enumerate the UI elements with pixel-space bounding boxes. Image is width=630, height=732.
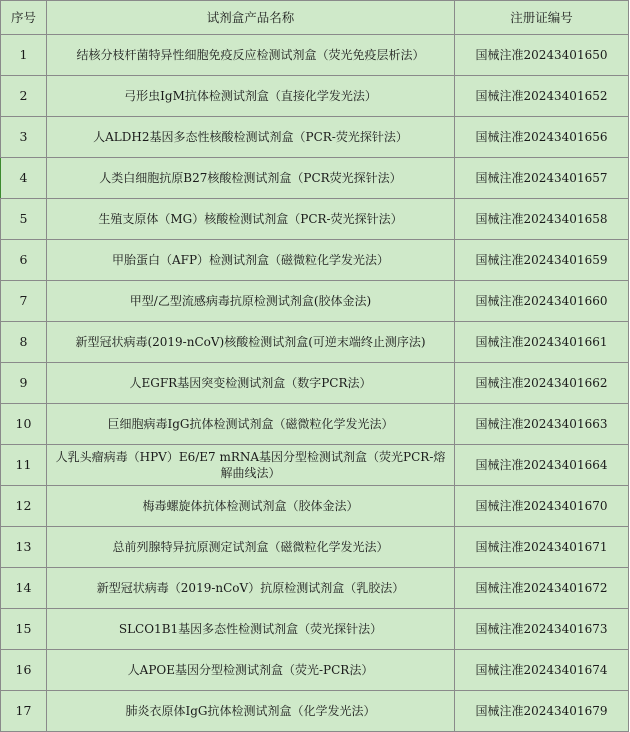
table-row [1, 199, 629, 240]
table-row [1, 322, 629, 363]
cell-seq: 10 [1, 404, 47, 445]
cell-product-name: 人EGFR基因突变检测试剂盒（数字PCR法） [47, 363, 455, 404]
cell-seq: 13 [1, 527, 47, 568]
cell-seq: 14 [1, 568, 47, 609]
cell-product-name: 肺炎衣原体IgG抗体检测试剂盒（化学发光法） [47, 691, 455, 732]
header-row [1, 1, 629, 35]
cell-product-name: 生殖支原体（MG）核酸检测试剂盒（PCR-荧光探针法） [47, 199, 455, 240]
table-body [1, 35, 629, 732]
cell-product-name: 人乳头瘤病毒（HPV）E6/E7 mRNA基因分型检测试剂盒（荧光PCR-熔解曲线法） [47, 445, 455, 486]
cell-registration-number: 国械注准20243401663 [455, 404, 629, 445]
table-row [1, 445, 629, 486]
header-product-name: 试剂盒产品名称 [47, 1, 455, 35]
cell-product-name: 梅毒螺旋体抗体检测试剂盒（胶体金法） [47, 486, 455, 527]
cell-registration-number: 国械注准20243401658 [455, 199, 629, 240]
cell-seq: 6 [1, 240, 47, 281]
cell-registration-number: 国械注准20243401652 [455, 76, 629, 117]
cell-seq: 1 [1, 35, 47, 76]
cell-product-name: 甲胎蛋白（AFP）检测试剂盒（磁微粒化学发光法） [47, 240, 455, 281]
cell-product-name: 人APOE基因分型检测试剂盒（荧光-PCR法） [47, 650, 455, 691]
table-row [1, 404, 629, 445]
table-row [1, 281, 629, 322]
cell-registration-number: 国械注准20243401673 [455, 609, 629, 650]
cell-product-name: SLCO1B1基因多态性检测试剂盒（荧光探针法） [47, 609, 455, 650]
cell-registration-number: 国械注准20243401679 [455, 691, 629, 732]
cell-registration-number: 国械注准20243401664 [455, 445, 629, 486]
cell-seq: 16 [1, 650, 47, 691]
header-registration-number: 注册证编号 [455, 1, 629, 35]
cell-registration-number: 国械注准20243401659 [455, 240, 629, 281]
table-row [1, 240, 629, 281]
cell-registration-number: 国械注准20243401671 [455, 527, 629, 568]
cell-registration-number: 国械注准20243401674 [455, 650, 629, 691]
cell-product-name: 巨细胞病毒IgG抗体检测试剂盒（磁微粒化学发光法） [47, 404, 455, 445]
cell-registration-number: 国械注准20243401672 [455, 568, 629, 609]
table-row [1, 527, 629, 568]
cell-registration-number: 国械注准20243401660 [455, 281, 629, 322]
table-header [1, 1, 629, 35]
cell-product-name: 新型冠状病毒(2019-nCoV)核酸检测试剂盒(可逆末端终止测序法) [47, 322, 455, 363]
cell-registration-number: 国械注准20243401656 [455, 117, 629, 158]
cell-product-name: 弓形虫IgM抗体检测试剂盒（直接化学发光法） [47, 76, 455, 117]
cell-product-name: 人类白细胞抗原B27核酸检测试剂盒（PCR荧光探针法） [47, 158, 455, 199]
cell-seq: 8 [1, 322, 47, 363]
table-row [1, 609, 629, 650]
cell-seq: 5 [1, 199, 47, 240]
table-row [1, 568, 629, 609]
cell-product-name: 新型冠状病毒（2019-nCoV）抗原检测试剂盒（乳胶法） [47, 568, 455, 609]
cell-product-name: 人ALDH2基因多态性核酸检测试剂盒（PCR-荧光探针法） [47, 117, 455, 158]
table-row [1, 691, 629, 732]
cell-registration-number: 国械注准20243401650 [455, 35, 629, 76]
cell-seq: 15 [1, 609, 47, 650]
cell-seq: 12 [1, 486, 47, 527]
table-row [1, 363, 629, 404]
cell-seq: 17 [1, 691, 47, 732]
table-row [1, 76, 629, 117]
table-row [1, 117, 629, 158]
cell-registration-number: 国械注准20243401670 [455, 486, 629, 527]
cell-seq: 7 [1, 281, 47, 322]
cell-registration-number: 国械注准20243401662 [455, 363, 629, 404]
cell-seq: 11 [1, 445, 47, 486]
cell-registration-number: 国械注准20243401661 [455, 322, 629, 363]
table-row [1, 650, 629, 691]
header-seq: 序号 [1, 1, 47, 35]
cell-product-name: 总前列腺特异抗原测定试剂盒（磁微粒化学发光法） [47, 527, 455, 568]
cell-seq: 9 [1, 363, 47, 404]
table-row [1, 35, 629, 76]
cell-product-name: 结核分枝杆菌特异性细胞免疫反应检测试剂盒（荧光免疫层析法） [47, 35, 455, 76]
cell-seq: 2 [1, 76, 47, 117]
cell-seq: 3 [1, 117, 47, 158]
cell-product-name: 甲型/乙型流感病毒抗原检测试剂盒(胶体金法) [47, 281, 455, 322]
cell-registration-number: 国械注准20243401657 [455, 158, 629, 199]
cell-seq: 4 [1, 158, 47, 199]
table-row [1, 158, 629, 199]
table-row [1, 486, 629, 527]
